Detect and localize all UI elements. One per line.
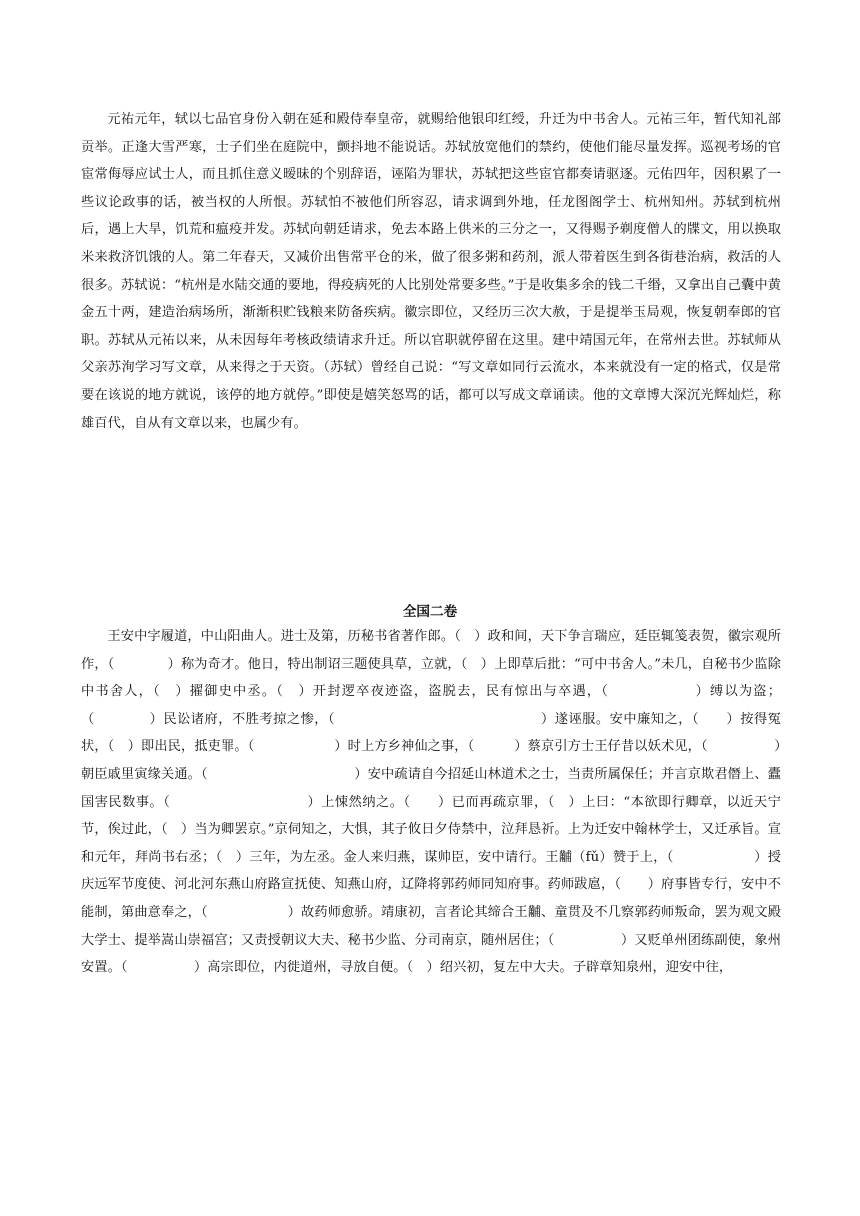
passage-su-shi-translation: 元祐元年，轼以七品官身份入朝在延和殿侍奉皇帝，就赐给他银印红绶，升迁为中书舍人。元祐三年，暂代知礼部贡举。正逢大雪严寒，士子们坐在庭院中，颤抖地不能说话。苏轼放宽他们的禁约，使他们能尽量发挥。巡视考场的官宦常侮辱应试士人，而且抓住意义暧昧的个别辞语，诬陷为罪状，苏轼把这些宦官都奏请驱逐。元佑四年，因积累了一些议论政事的话，被当权的人所恨。苏轼怕不被他们所容忍，请求调到外地，任龙图阁学士、杭州知州。苏轼到杭州后，遇上大旱，饥荒和瘟疫并发。苏轼向朝廷请求，免去本路上供米的三分之一，又得赐予剃度僧人的牒文，用以换取米来救济饥饿的人。第二年春天，又减价出售常平仓的米，做了很多粥和药剂，派人带着医生到各街巷治病，救活的人很多。苏轼说：“杭州是水陆交通的要地，得疫病死的人比别处常要多些。”于是收集多余的钱二千缗，又拿出自己囊中黄金五十两，建造治病场所，渐渐积贮钱粮来防备疾病。徽宗即位，又经历三次大赦，于是提举玉局观，恢复朝奉郎的官职。苏轼从元祐以来，从未因每年考核政绩请求升迁。所以官职就停留在这里。建中靖国元年，在常州去世。苏轼师从父亲苏洵学习写文章，从来得之于天资。（苏轼）曾经自己说：“写文章如同行云流水，本来就没有一定的格式，仅是常要在该说的地方就说，该停的地方就停。”即使是嬉笑怒骂的话，都可以写成文章诵读。他的文章博大深沉光辉灿烂，称雄百代，自从有文章以来，也属少有。 (81, 112, 781, 431)
passage-wang-anzhong: 王安中字履道，中山阳曲人。进士及第，历秘书省著作郎。（ ）政和间，天下争言瑞应，廷臣辄笺表贺，徽宗观所作，（ ）称为奇才。他日，特出制诏三题使具草，立就，（ ）上即草后批：“可中书舍人。”未几，自秘书少监除中书舍人，（ ）擢御史中丞。（ ）开封逻卒夜迹盗，盗脱去，民有惊出与卒遇，（ ）缚以为盗；（ ）民讼诸府，不胜考掠之惨，（ ）遂诬服。安中廉知之，（ ）按得冤状，（ ）即出民，抵吏罪。（ ）时上方乡神仙之事，（ ）蔡京引方士王仔昔以妖术见，（ ）朝臣戚里寅缘关通。（ ）安中疏请自今招延山林道术之士，当责所属保任；并言京欺君僭上、蠹国害民数事。（ ）上悚然纳之。（ ）已而再疏京罪，（ ）上曰：“本欲即行卿章，以近天宁节，俟过此，（ ）当为卿罢京。”京伺知之，大惧，其子攸日夕侍禁中，泣拜恳祈。上为迁安中翰林学士，又迁承旨。宣和元年，拜尚书右丞；（ ）三年，为左丞。金人来归燕，谋帅臣，安中请行。王黼（fǔ）赞于上，（ ）授庆远军节度使、河北河东燕山府路宣抚使、知燕山府，辽降将郭药师同知府事。药师跋扈，（ ）府事皆专行，安中不能制，第曲意奉之，（ ）故药师愈骄。靖康初，言者论其缔合王黼、童贯及不几察郭药师叛命，罢为观文殿大学士、提举嵩山崇福宫；又责授朝议大夫、秘书少监、分司南京，随州居住；（ ）又贬单州团练副使，象州安置。（ ）高宗即位，内徙道州，寻放自便。（ ）绍兴初，复左中大夫。子辟章知泉州，迎安中往， (81, 629, 781, 976)
section-heading: 全国二卷 (402, 604, 458, 620)
